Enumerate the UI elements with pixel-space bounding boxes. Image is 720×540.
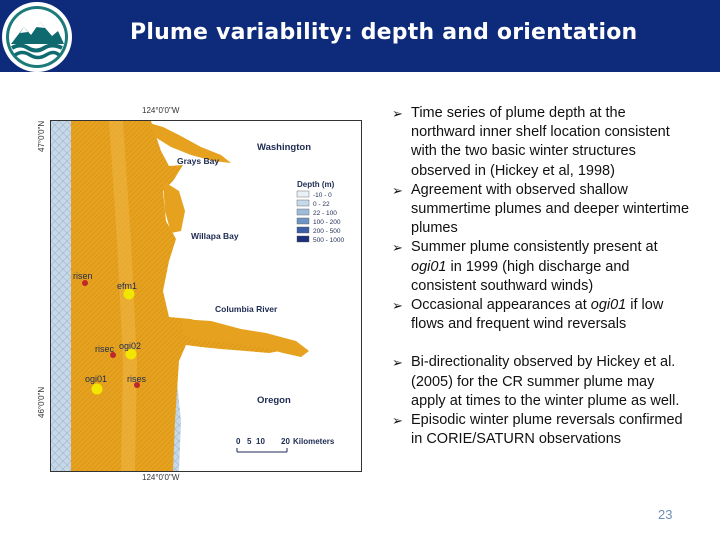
station-name-italic: ogi01 [411,258,447,275]
legend-item-label: 22 - 100 [313,210,337,217]
legend-swatch [297,191,309,197]
page-title: Plume variability: depth and orientation [130,20,638,45]
legend-item-label: 0 - 22 [313,201,330,208]
scale-tick-label: 20 [281,437,290,446]
station-risec-label: risec [95,344,115,354]
bullet-text-part: Occasional appearances at [411,297,591,314]
station-name-italic: ogi01 [590,297,627,314]
bullet-item [390,353,690,411]
plume-map [50,120,362,472]
station-risen-label: risen [73,271,93,281]
bullet-text: Time series of plume depth at the northward inner shelf location consistent with the two basic winter structures observed in (Hickey et al, 1998) [411,105,670,179]
bullet-text-part: Summer plume consistently present at [411,239,658,256]
longitude-bottom-label: 124°0'0"W [142,473,180,482]
scale-tick-label: 0 [236,437,241,446]
station-ogi01-marker [92,384,103,395]
legend-swatch [297,209,309,215]
latitude-top-label: 47°0'0"N [37,120,46,152]
bullet-text-part: in 1999 (high discharge and consistent southward winds) [411,258,630,294]
mountain-waves-logo-icon [0,0,74,74]
legend-swatch [297,218,309,224]
bullet-list [390,104,690,449]
arrow-bullet-icon: ➢ [392,182,403,198]
page-number: 23 [658,507,673,522]
arrow-bullet-icon: ➢ [392,413,403,429]
bullet-text-part: if low flows and frequent wind reversals [411,297,664,333]
station-rises-label: rises [127,374,147,384]
scale-tick-label: 10 [256,437,265,446]
bullet-text: Episodic winter plume reversals confirmed in CORIE/SATURN observations [411,412,683,448]
station-efm1-label: efm1 [117,281,138,291]
grays-bay-label: Grays Bay [177,156,220,166]
legend-title: Depth (m) [297,180,335,189]
bullet-text: Agreement with observed shallow summertime plumes and deeper wintertime plumes [411,181,690,237]
arrow-bullet-icon: ➢ [392,298,403,314]
legend-swatch [297,227,309,233]
scale-tick-label: 5 [247,437,252,446]
station-ogi01-label: ogi01 [85,374,108,384]
bullet-item [390,411,690,449]
station-ogi02-label: ogi02 [119,341,142,351]
legend-swatch [297,200,309,206]
willapa-bay-label: Willapa Bay [191,231,239,241]
arrow-bullet-icon: ➢ [392,240,403,256]
legend-item-label: 100 - 200 [313,219,341,226]
bullet-item [390,104,690,181]
washington-label: Washington [257,142,311,153]
legend-item-label: 200 - 500 [313,228,341,235]
legend-item-label: -10 - 0 [313,192,332,199]
bullet-item [390,238,690,296]
bullet-item [390,181,690,239]
bullet-item [390,296,690,334]
legend-item-label: 500 - 1000 [313,237,345,244]
title-bar [0,0,720,72]
columbia-river-label: Columbia River [215,304,278,314]
oregon-label: Oregon [257,395,291,406]
arrow-bullet-icon: ➢ [392,106,403,121]
longitude-top-label: 124°0'0"W [142,106,180,115]
scale-unit-label: Kilometers [293,437,335,446]
bullet-text: Bi-directionality observed by Hickey et al. (2005) for the CR summer plume may apply at times to the winter plume as well. [411,354,680,409]
latitude-bottom-label: 46°0'0"N [37,386,46,418]
arrow-bullet-icon: ➢ [392,355,403,371]
legend-swatch [297,236,309,242]
